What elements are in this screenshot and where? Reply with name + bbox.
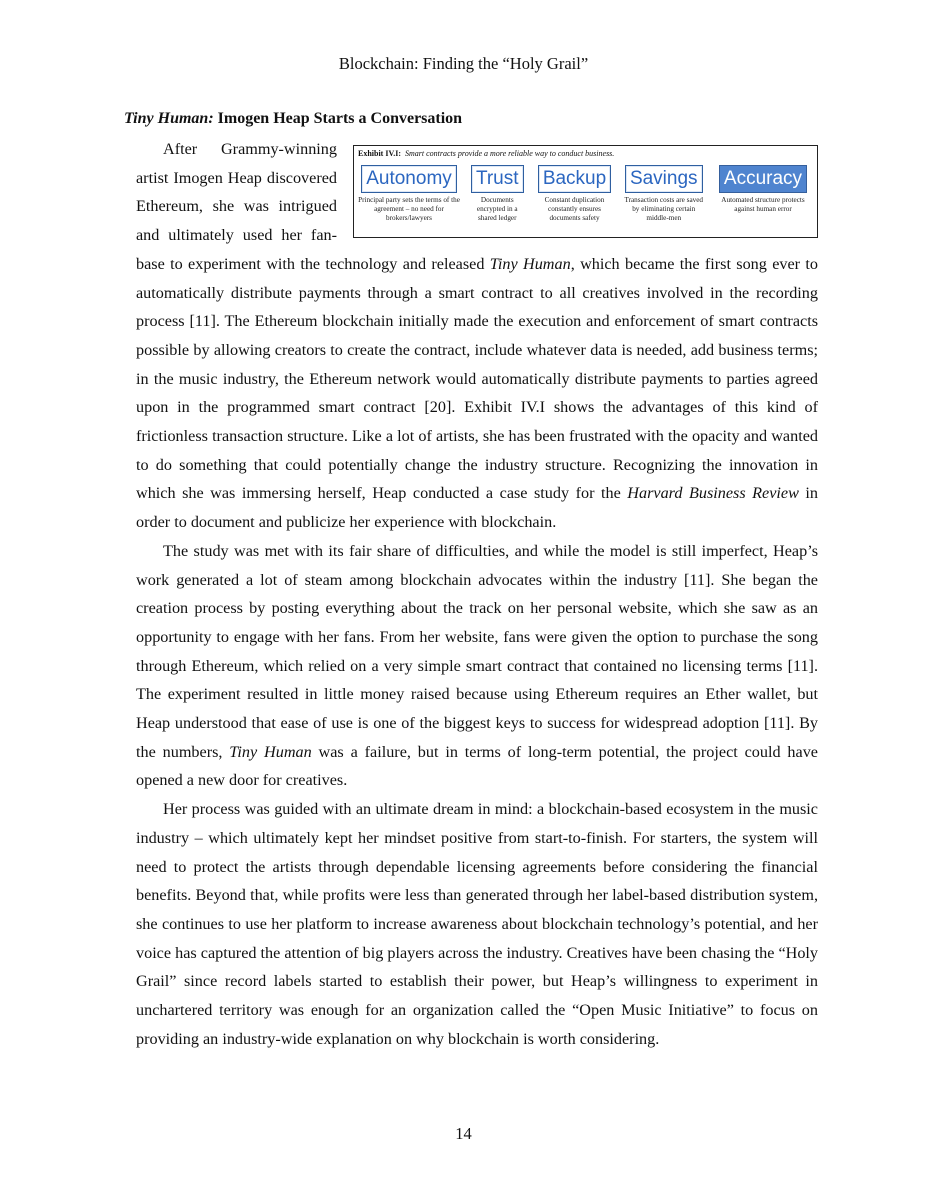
exhibit-item-accuracy (713, 165, 813, 223)
exhibit-figure (353, 145, 818, 238)
page-number: 14 (455, 1124, 472, 1143)
exhibit-item-autonomy (358, 165, 460, 223)
exhibit-caption: Smart contracts provide a more reliable way to conduct business. (404, 149, 615, 158)
exhibit-desc: Documents encrypted in a shared ledger (476, 196, 518, 222)
p2-text-a: The study was met with its fair share of difficulties, and while the model is still imperfect, Heap’s work generated a lot of steam among blockchain advocates within the industry [11]. She began the creation process by posting everything about the track on her personal website, which she saw as an opportunity to engage with her fans. From her website, fans were given the option to purchase the song through Ethereum, which relied on a very simple smart contract that contained no licensing terms [11]. The experiment resulted in little money raised because using Ethereum requires an Ether wallet, but Heap understood that ease of use is one of the biggest keys to success for widespread adoption [11]. By the numbers, (136, 541, 818, 761)
exhibit-word: Trust (471, 165, 524, 193)
exhibit-desc: Principal party sets the terms of the agreement – no need for brokers/lawyers (358, 196, 460, 222)
p2-text-c: was a failure, but in terms of long-term potential, the project could have opened a new door for creatives. (136, 742, 818, 790)
p2-song-title: Tiny Human (229, 742, 312, 761)
p1-text-a: After Grammy-winning artist Imogen Heap discovered Ethereum, she was intrigued and ultimately used her fan-base to experiment with the technology and released (136, 140, 490, 273)
exhibit-word: Savings (625, 165, 703, 193)
paragraph-2 (136, 537, 818, 795)
exhibit-desc: Constant duplication constantly ensures documents safety (544, 196, 605, 222)
section-heading-rest: Imogen Heap Starts a Conversation (213, 110, 463, 127)
exhibit-label: Exhibit IV.I: (358, 149, 401, 158)
exhibit-desc: Transaction costs are saved by eliminating certain middle-men (624, 196, 704, 222)
running-head: Blockchain: Finding the “Holy Grail” (338, 54, 589, 73)
exhibit-word: Autonomy (361, 165, 457, 193)
body-text (136, 135, 818, 1054)
p1-text-e: in order to document and publicize her experience with blockchain. (136, 484, 818, 532)
exhibit-item-backup (535, 165, 615, 223)
exhibit-items (358, 165, 813, 223)
section-heading-italic: Tiny Human: (124, 110, 214, 127)
exhibit-word: Backup (538, 165, 611, 193)
exhibit-desc: Automated structure protects against human error (721, 196, 805, 213)
exhibit-item-savings (623, 165, 705, 223)
exhibit-item-trust (468, 165, 526, 223)
p1-publication-title: Harvard Business Review (627, 484, 799, 503)
exhibit-word: Accuracy (719, 165, 807, 193)
exhibit-title (358, 149, 813, 158)
p1-song-title: Tiny Human (489, 254, 571, 273)
p1-text-c: , which became the first song ever to automatically distribute payments through a smart contract to all creatives involved in the recording process [11]. The Ethereum blockchain initially made the execution and enforcement of smart contracts possible by allowing creators to create the contract, include whatever data is needed, add business terms; in the music industry, the Ethereum network would automatically distribute payments to parties agreed upon in the programmed smart contract [20]. Exhibit IV.I shows the advantages of this kind of frictionless transaction structure. Like a lot of artists, she has been frustrated with the opacity and wanted to do something that could potentially change the industry structure. Recognizing the innovation in which she was immersing herself, Heap conducted a case study for the (136, 254, 818, 503)
paragraph-3: Her process was guided with an ultimate dream in mind: a blockchain-based ecosystem in the music industry – which ultimately kept her mindset positive from start-to-finish. For starters, the system will need to protect the artists through dependable licensing agreements before considering the financial benefits. Beyond that, while profits were less than generated through her label-based distribution system, she continues to use her platform to increase awareness about blockchain technology’s potential, and her voice has captured the attention of big players across the industry. Creatives have been chasing the “Holy Grail” since record labels started to establish their power, but Heap’s willingness to experiment in unchartered territory was enough for an organization called the “Open Music Initiative” to focus on providing an industry-wide explanation on why blockchain is worth considering. (136, 800, 818, 1048)
section-heading (124, 110, 462, 128)
